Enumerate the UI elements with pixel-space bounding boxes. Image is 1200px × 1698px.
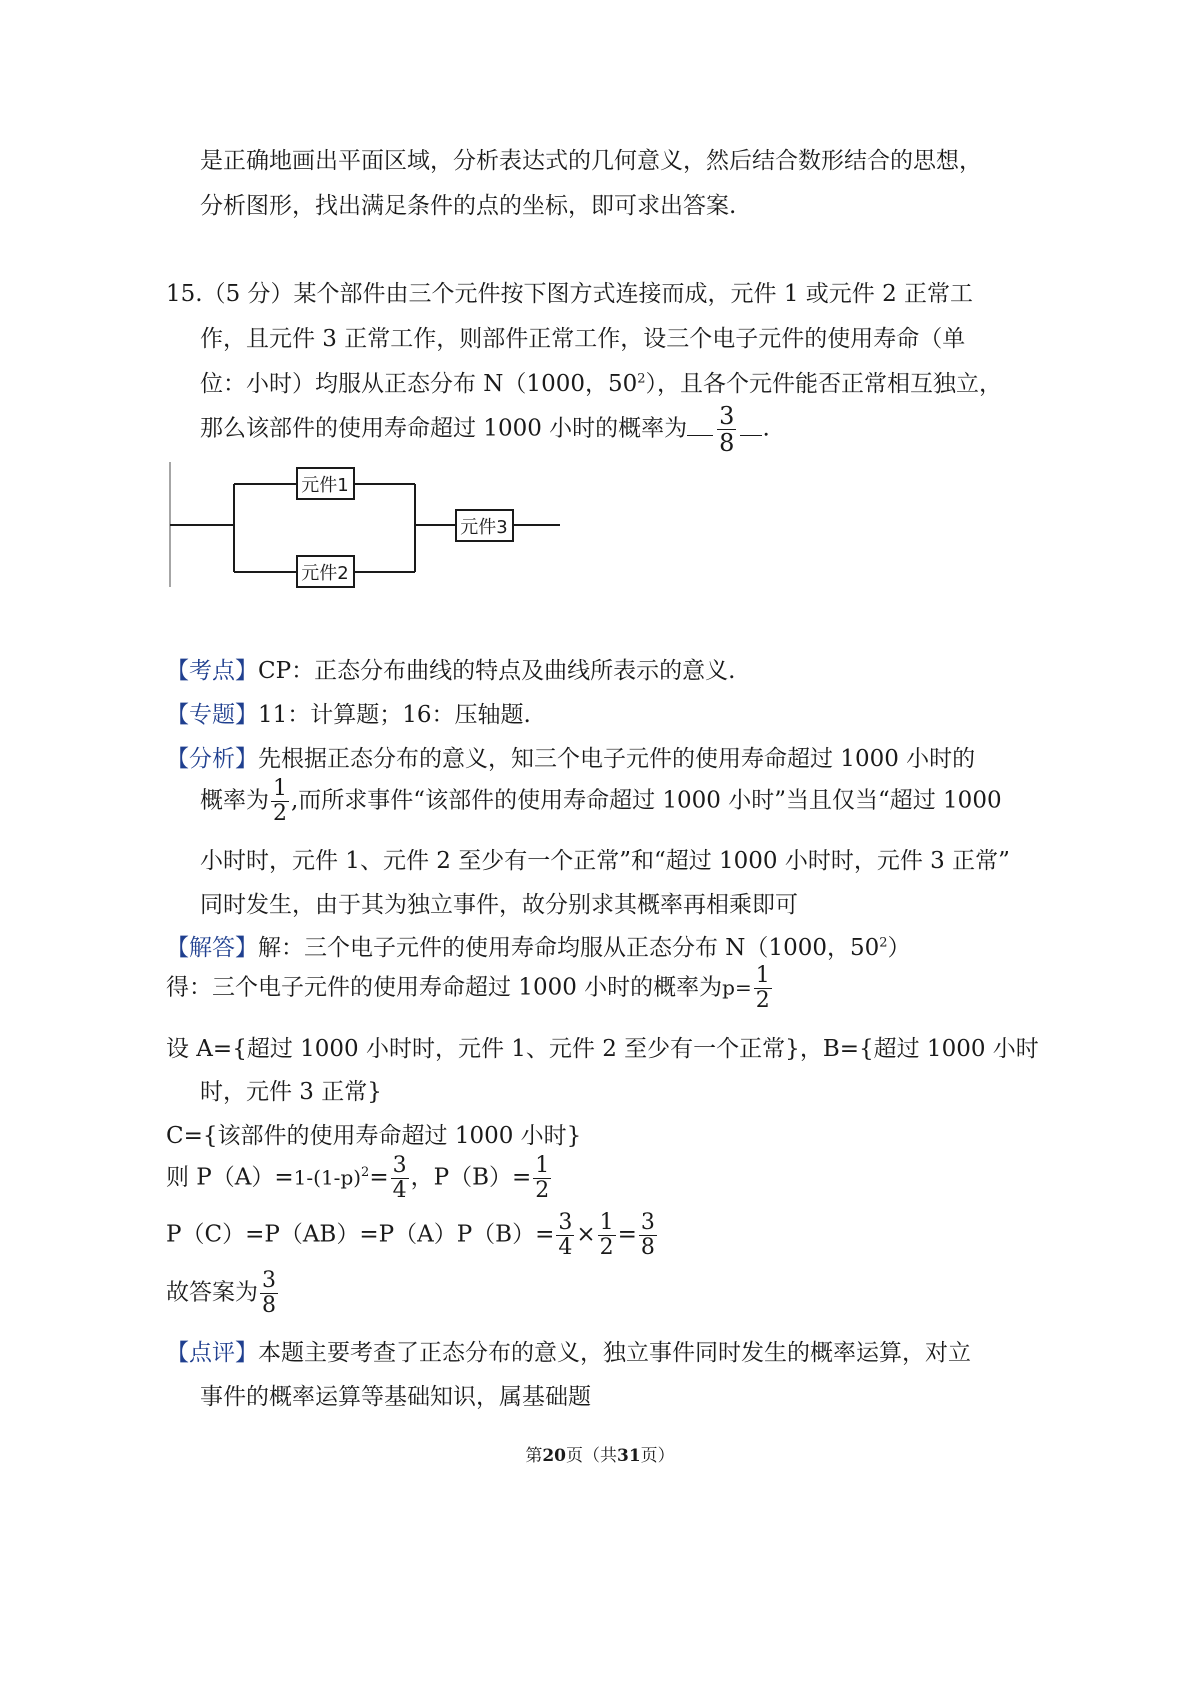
fraction-pc-three-eighths: $\frac{3}{8}$ (640, 1210, 655, 1260)
dianping-tag: 【点评】 (166, 1340, 258, 1366)
fenxi-line-4: 同时发生，由于其为独立事件，故分别求其概率再相乘即可 (200, 892, 798, 918)
fenxi-tag: 【分析】 (166, 746, 258, 772)
c-line: C={该部件的使用寿命超过 1000 小时} (166, 1123, 582, 1149)
question-text-1: 某个部件由三个元件按下图方式连接而成，元件 1 或元件 2 正常工 (293, 281, 974, 307)
fraction-p-half: $\frac{1}{2}$ (755, 963, 770, 1013)
intro-line-2: 分析图形，找出满足条件的点的坐标，即可求出答案. (200, 193, 737, 219)
pc-line: P（C）=P（AB）=P（A）P（B）= $\frac{3}{4}$ × $\frac{1}{2}$ = $\frac{3}{8}$ (166, 1210, 655, 1260)
set-line-2: 时，元件 3 正常} (200, 1079, 382, 1105)
fraction-pc-half: $\frac{1}{2}$ (599, 1210, 614, 1260)
answer-fraction: $\frac{3}{8}$ (719, 402, 735, 457)
total-pages: 31 (617, 1446, 641, 1466)
fraction-final-answer: $\frac{3}{8}$ (262, 1268, 276, 1318)
question-score: （5 分） (202, 281, 294, 307)
component-3-label: 元件3 (460, 517, 508, 538)
intro-line-1: 是正确地画出平面区域，分析表达式的几何意义，然后结合数形结合的思想， (200, 148, 982, 174)
component-1-label: 元件1 (301, 475, 349, 496)
page-footer: 第20页（共31页） (525, 1446, 675, 1466)
question-line-1 (166, 275, 973, 308)
question-number: 15. (166, 281, 203, 307)
fraction-pc-three-quarters: $\frac{3}{4}$ (558, 1210, 573, 1260)
jieda-tag: 【解答】 (166, 935, 258, 961)
answer-blank-left (687, 435, 713, 436)
de-line: 得：三个电子元件的使用寿命超过 1000 小时的概率为p= $\frac{1}{2}$ (166, 963, 770, 1013)
pa-pb-line: 则 $P(A)=1-(1-p)^2=$ $\frac{3}{4}$ ，P（B）= $\frac{1}{2}$ (166, 1153, 550, 1203)
fraction-pb-half: $\frac{1}{2}$ (535, 1153, 550, 1203)
circuit-diagram (160, 462, 580, 592)
question-line-2: 作，且元件 3 正常工作，则部件正常工作，设三个电子元件的使用寿命（单 (200, 326, 966, 352)
current-page: 20 (542, 1446, 566, 1466)
answer-blank-right (740, 435, 762, 436)
zhuanti-line: 【专题】11：计算题；16：压轴题. (166, 702, 531, 728)
zhuanti-tag: 【专题】 (166, 702, 258, 728)
question-line-4: 那么该部件的使用寿命超过 1000 小时的概率为 $\frac{3}{8}$ . (200, 402, 770, 457)
jieda-line: 【解答】解：三个电子元件的使用寿命均服从正态分布 N（1000，$50^2$） (166, 935, 911, 961)
fraction-three-quarters: $\frac{3}{4}$ (392, 1153, 407, 1203)
kaodian-tag: 【考点】 (166, 658, 258, 684)
kaodian-line: 【考点】CP：正态分布曲线的特点及曲线所表示的意义. (166, 658, 736, 684)
question-line-3: 位：小时）均服从正态分布 N（1000，$50^2$），且各个元件能否正常相互独立， (200, 371, 1003, 397)
exponent: 2 (637, 371, 646, 387)
fenxi-line-1: 【分析】先根据正态分布的意义，知三个电子元件的使用寿命超过 1000 小时的 (166, 746, 976, 772)
component-2-label: 元件2 (301, 563, 349, 584)
fenxi-line-2: 概率为 $\frac{1}{2}$ ,而所求事件“该部件的使用寿命超过 1000 小时”当且仅当“超过 1000 (200, 776, 1002, 826)
dianping-line-2: 事件的概率运算等基础知识，属基础题 (200, 1384, 591, 1410)
dianping-line-1: 【点评】本题主要考查了正态分布的意义，独立事件同时发生的概率运算，对立 (166, 1340, 971, 1366)
fraction-half: $\frac{1}{2}$ (273, 776, 287, 826)
answer-line: 故答案为 $\frac{3}{8}$ (166, 1268, 276, 1318)
set-line-1: 设 A={超过 1000 小时时，元件 1、元件 2 至少有一个正常}，B={超过 1000 小时 (166, 1036, 1039, 1062)
fenxi-line-3: 小时时，元件 1、元件 2 至少有一个正常”和“超过 1000 小时时，元件 3 正常” (200, 848, 1010, 874)
